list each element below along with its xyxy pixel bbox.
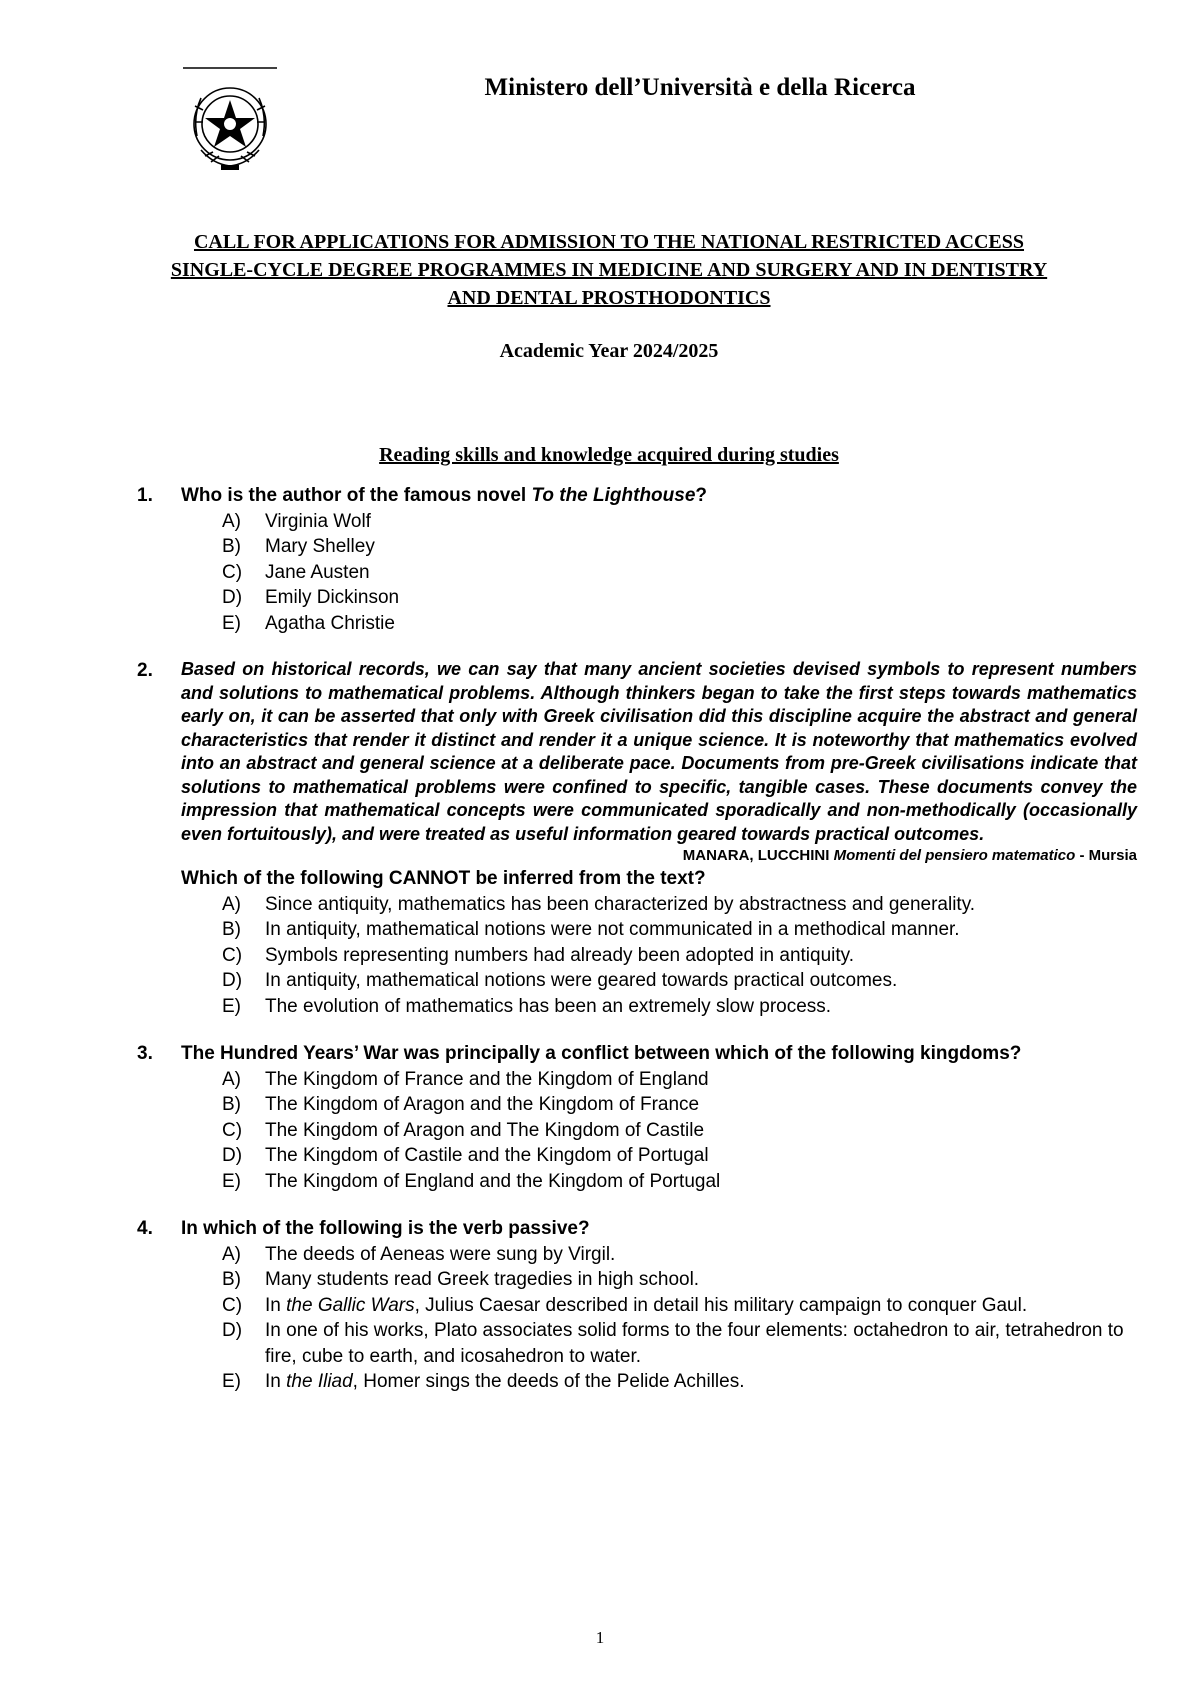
option-text: In antiquity, mathematical notions were not communicated in a methodical manner. <box>265 919 960 940</box>
option-b <box>222 917 1137 943</box>
option-text: The Kingdom of England and the Kingdom of Portugal <box>265 1170 721 1192</box>
option-label: E) <box>222 1371 241 1392</box>
academic-year: Academic Year 2024/2025 <box>499 340 719 362</box>
option-e <box>222 994 1137 1020</box>
question-number: 1. <box>137 485 153 506</box>
option-text: The Kingdom of Aragon and The Kingdom of Castile <box>265 1119 705 1141</box>
option-text: In <box>265 1371 287 1392</box>
option-text: Emily Dickinson <box>265 587 400 608</box>
question-number: 3. <box>137 1043 153 1064</box>
option-text: Symbols representing numbers had already been adopted in antiquity. <box>265 944 855 966</box>
question-text-part: ? <box>695 485 708 506</box>
option-label: B) <box>222 1269 241 1290</box>
option-label: D) <box>222 587 243 608</box>
option-a <box>222 1067 1137 1093</box>
option-b <box>222 1092 1137 1118</box>
page-number: 1 <box>595 1628 605 1647</box>
option-label: A) <box>222 510 241 532</box>
option-e <box>222 1369 1137 1395</box>
option-text: Mary Shelley <box>265 536 375 557</box>
option-a <box>222 892 1137 918</box>
option-label: B) <box>222 919 241 940</box>
option-d <box>222 1318 1137 1369</box>
option-label: E) <box>222 995 241 1017</box>
option-e <box>222 611 1137 637</box>
option-text: In <box>265 1294 287 1316</box>
option-label: A) <box>222 1068 241 1090</box>
questions-list <box>137 483 1137 1417</box>
options-list <box>181 1242 1137 1395</box>
question-text-part: Who is the author of the famous novel <box>181 485 532 506</box>
option-label: C) <box>222 561 243 583</box>
option-c <box>222 1293 1137 1319</box>
call-title-line: SINGLE-CYCLE DEGREE PROGRAMMES IN MEDICINE AND SURGERY AND IN DENTISTRY <box>170 259 1048 281</box>
option-text: In antiquity, mathematical notions were geared towards practical outcomes. <box>265 970 898 991</box>
question-text: The Hundred Years’ War was principally a conflict between which of the following kingdoms? <box>181 1043 1022 1064</box>
option-text: The Kingdom of Castile and the Kingdom of Portugal <box>265 1145 709 1166</box>
option-text: Many students read Greek tragedies in high school. <box>265 1269 700 1290</box>
option-label: D) <box>222 1145 243 1166</box>
option-label: D) <box>222 1320 243 1341</box>
citation-title: Momenti del pensiero matematico <box>833 847 1076 864</box>
question-text: In which of the following is the verb passive? <box>181 1218 590 1239</box>
question-text <box>181 483 1137 509</box>
option-text: The Kingdom of France and the Kingdom of England <box>265 1068 709 1090</box>
question-1 <box>137 483 1137 636</box>
option-text: Since antiquity, mathematics has been characterized by abstractness and generality. <box>265 893 976 915</box>
option-text: , Julius Caesar described in detail his military campaign to conquer Gaul. <box>414 1294 1028 1316</box>
call-title-line: AND DENTAL PROSTHODONTICS <box>447 287 771 309</box>
option-a <box>222 509 1137 535</box>
option-label: B) <box>222 536 241 557</box>
option-label: D) <box>222 970 243 991</box>
options-list <box>181 1067 1137 1195</box>
option-text: Virginia Wolf <box>265 510 371 532</box>
option-label: C) <box>222 944 243 966</box>
option-label: E) <box>222 1170 241 1192</box>
option-label: C) <box>222 1294 243 1316</box>
question-3 <box>137 1041 1137 1194</box>
option-label: C) <box>222 1119 243 1141</box>
option-text: The deeds of Aeneas were sung by Virgil. <box>265 1243 616 1265</box>
option-text: In one of his works, Plato associates solid forms to the four elements: octahedron to air, tetrahedron to fire, cube to earth, and icosahedron to water. <box>265 1320 1124 1367</box>
options-list <box>181 892 1137 1020</box>
reading-passage: Based on historical records, we can say that many ancient societies devised symbols to represent numbers and solutions to mathematical problems. Although thinkers began to take the first steps towards mathematics early on, it can be asserted that only with Greek civilisation did this discipline acquire the abstract and general characteristics that render it distinct and render it a unique science. It is noteworthy that mathematics evolved into an abstract and general science at a deliberate pace. Documents from pre-Greek civilisations indicate that solutions to mathematical problems were confined to specific, tangible cases. These documents convey the impression that mathematical concepts were communicated sporadically and non-methodically (occasionally even fortuitously), and were treated as useful information geared towards practical outcomes. <box>181 659 1137 844</box>
option-text: , Homer sings the deeds of the Pelide Achilles. <box>352 1371 745 1392</box>
option-c <box>222 560 1137 586</box>
option-text: The Kingdom of Aragon and the Kingdom of France <box>265 1094 700 1115</box>
question-number: 4. <box>137 1218 153 1239</box>
option-e <box>222 1169 1137 1195</box>
question-text-italic: To the Lighthouse <box>531 485 696 506</box>
italian-republic-emblem-icon <box>183 66 277 174</box>
citation-authors: MANARA, LUCCHINI <box>682 847 830 864</box>
option-label: A) <box>222 893 241 915</box>
ministry-name: Ministero dell’Università e della Ricerca <box>484 74 916 101</box>
option-a <box>222 1242 1137 1268</box>
option-b <box>222 1267 1137 1293</box>
option-text: The evolution of mathematics has been an extremely slow process. <box>265 995 832 1017</box>
call-title <box>70 228 1148 312</box>
option-text: Jane Austen <box>265 561 370 583</box>
citation-publisher: - Mursia <box>1079 847 1137 864</box>
option-label: A) <box>222 1243 241 1265</box>
option-c <box>222 943 1137 969</box>
question-text: Which of the following CANNOT be inferred from the text? <box>181 868 706 889</box>
option-label: B) <box>222 1094 241 1115</box>
question-2 <box>137 658 1137 1019</box>
passage-citation <box>181 846 1137 866</box>
option-b <box>222 534 1137 560</box>
call-title-line: CALL FOR APPLICATIONS FOR ADMISSION TO THE NATIONAL RESTRICTED ACCESS <box>193 231 1025 253</box>
question-number: 2. <box>137 660 153 681</box>
options-list <box>181 509 1137 637</box>
question-4 <box>137 1216 1137 1395</box>
option-label: E) <box>222 612 241 634</box>
option-d <box>222 968 1137 994</box>
option-text-italic: the Gallic Wars <box>286 1294 415 1316</box>
option-d <box>222 585 1137 611</box>
option-text: Agatha Christie <box>265 612 395 634</box>
option-c <box>222 1118 1137 1144</box>
option-d <box>222 1143 1137 1169</box>
option-text-italic: the Iliad <box>286 1371 353 1392</box>
section-title: Reading skills and knowledge acquired during studies <box>379 444 839 466</box>
